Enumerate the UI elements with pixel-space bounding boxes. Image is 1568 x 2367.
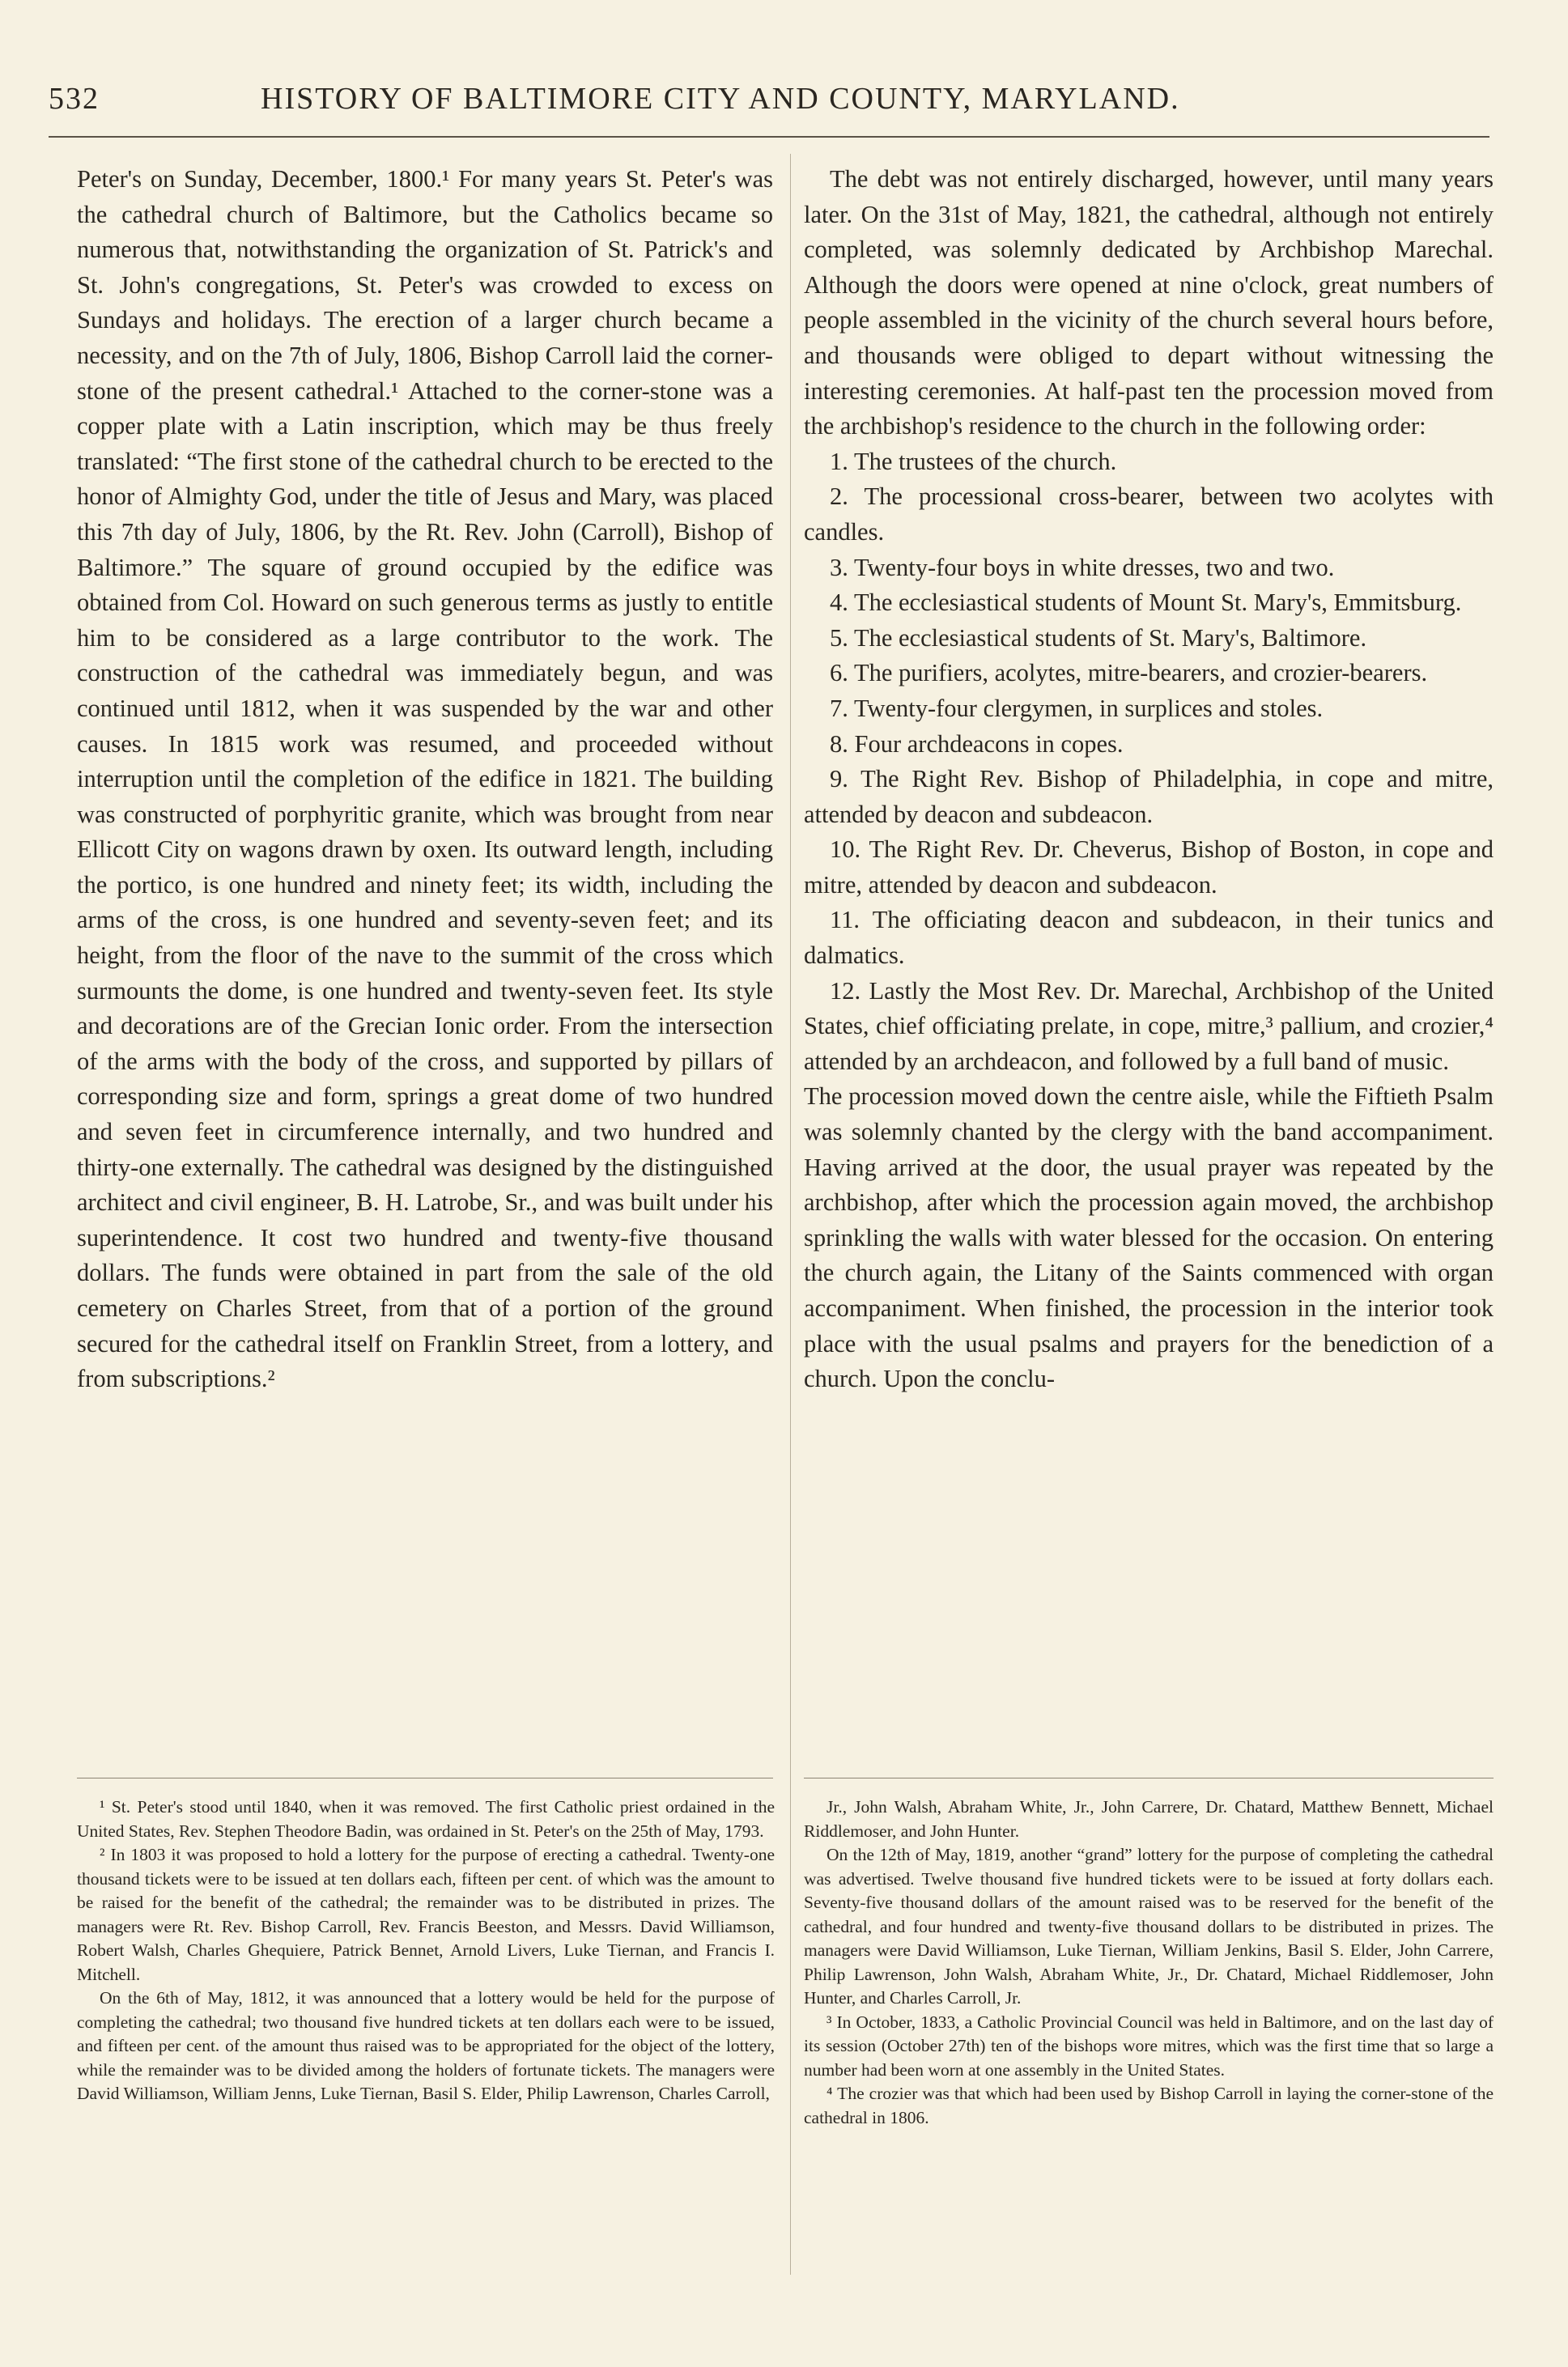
- page-header: [49, 81, 1328, 130]
- running-title: HISTORY OF BALTIMORE CITY AND COUNTY, MARYLAND.: [261, 82, 1180, 116]
- list-item: 9. The Right Rev. Bishop of Philadelphia, in cope and mitre, attended by deacon and subdeacon.: [804, 765, 1494, 828]
- list-item: 5. The ecclesiastical students of St. Mary's, Baltimore.: [830, 623, 1367, 652]
- page-number: 532: [49, 82, 100, 116]
- left-paragraph-1: Peter's on Sunday, December, 1800.¹ For many years St. Peter's was the cathedral church of Baltimore, but the Catholics became so numerous that, notwithstanding the organization of St. Patrick's and St. John's congregations, St. Peter's was crowded to excess on Sundays and holidays. The erection of a larger church became a necessity, and on the 7th of July, 1806, Bishop Carroll laid the corner-stone of the present cathedral.¹ Attached to the corner-stone was a copper plate with a Latin inscription, which may be thus freely translated: “The first stone of the cathedral church to be erected to the honor of Almighty God, under the title of Jesus and Mary, was placed this 7th day of July, 1806, by the Rt. Rev. John (Carroll), Bishop of Baltimore.” The square of ground occupied by the edifice was obtained from Col. Howard on such generous terms as justly to entitle him to be considered as a large contributor to the work. The construction of the cathedral was immediately begun, and was continued until 1812, when it was suspended by the war and other causes. In 1815 work was resumed, and proceeded without interruption until the completion of the edifice in 1821. The building was constructed of porphyritic granite, which was brought from near Ellicott City on wagons drawn by oxen. Its outward length, including the portico, is one hundred and ninety feet; its width, including the arms of the cross, is one hundred and seventy-seven feet; and its height, from the floor of the nave to the summit of the cross which surmounts the dome, is one hundred and twenty-seven feet. Its style and decorations are of the Grecian Ionic order. From the intersection of the arms with the body of the cross, and supported by pillars of corresponding size and form, springs a great dome of two hundred and seven feet in circumference internally, and two hundred and thirty-one externally. The cathedral was designed by the distinguished architect and civil engineer, B. H. Latrobe, Sr., and was built under his superintendence. It cost two hundred and twenty-five thousand dollars. The funds were obtained in part from the sale of the old cemetery on Charles Street, from that of a portion of the ground secured for the cathedral itself on Franklin Street, from a lottery, and from subscriptions.²: [77, 165, 773, 1393]
- footnote: On the 12th of May, 1819, another “grand” lottery for the purpose of completing the cathedral was advertised. Twelve thousand five hundred tickets were to be issued at forty dollars each. Seventy-five thousand dollars of the amount raised was to be reserved for the benefit of the cathedral, and four hundred and twenty-five thousand dollars to be distributed in prizes. The managers were David Williamson, Luke Tiernan, William Jenkins, Basil S. Elder, John Carrere, Philip Lawrenson, John Walsh, Abraham White, Jr., Dr. Chatard, Michael Riddlemoser, John Hunter, and Charles Carroll, Jr.: [804, 1845, 1494, 2008]
- list-item: 6. The purifiers, acolytes, mitre-bearers, and crozier-bearers.: [830, 659, 1428, 687]
- footnote: ² In 1803 it was proposed to hold a lottery for the purpose of erecting a cathedral. Twenty-one thousand tickets were to be issued at ten dollars each, fifteen per cent. of which was the amount to be raised for the benefit of the cathedral; the remainder was to be distributed in prizes. The managers were Rt. Rev. Bishop Carroll, Rev. Francis Beeston, and Messrs. David Williamson, Robert Walsh, Charles Ghequiere, Patrick Bennet, Arnold Livers, Luke Tiernan, and Francis I. Mitchell.: [77, 1845, 775, 1984]
- list-item: 7. Twenty-four clergymen, in surplices and stoles.: [830, 694, 1324, 722]
- footnotes-left: [77, 1795, 775, 2106]
- footnote: ⁴ The crozier was that which had been used by Bishop Carroll in laying the corner-stone of the cathedral in 1806.: [804, 2084, 1494, 2127]
- procession-list: [804, 444, 1494, 1080]
- footnote: ¹ St. Peter's stood until 1840, when it was removed. The first Catholic priest ordained in the United States, Rev. Stephen Theodore Badin, was ordained in St. Peter's on the 25th of May, 1793.: [77, 1797, 775, 1841]
- list-item: 12. Lastly the Most Rev. Dr. Marechal, Archbishop of the United States, chief officiating prelate, in cope, mitre,³ pallium, and crozier,⁴ attended by an archdeacon, and followed by a full band of music.: [804, 976, 1494, 1075]
- column-divider: [790, 154, 791, 2275]
- list-item: 3. Twenty-four boys in white dresses, two and two.: [830, 553, 1335, 581]
- right-paragraph-2: The procession moved down the centre aisle, while the Fiftieth Psalm was solemnly chanted by the clergy with the band accompaniment. Having arrived at the door, the usual prayer was repeated by the archbishop, after which the procession again moved, the archbishop sprinkling the walls with water blessed for the occasion. On entering the church again, the Litany of the Saints commenced with organ accompaniment. When finished, the procession in the interior took place with the usual psalms and prayers for the benediction of a church. Upon the conclu-: [804, 1082, 1494, 1393]
- footnote: On the 6th of May, 1812, it was announced that a lottery would be held for the purpose of completing the cathedral; two thousand five hundred tickets at ten dollars each were to be issued, and fifteen per cent. of the amount thus raised was to be appropriated for the object of the lottery, while the remainder was to be divided among the holders of fortunate tickets. The managers were David Williamson, William Jenns, Luke Tiernan, Basil S. Elder, Philip Lawrenson, Charles Carroll,: [77, 1988, 775, 2103]
- right-paragraph-1: The debt was not entirely discharged, however, until many years later. On the 31st of May, 1821, the cathedral, although not entirely completed, was solemnly dedicated by Archbishop Marechal. Although the doors were opened at nine o'clock, great numbers of people assembled in the vicinity of the church several hours before, and thousands were obliged to depart without witnessing the interesting ceremonies. At half-past ten the procession moved from the archbishop's residence to the church in the following order:: [804, 165, 1494, 440]
- footnotes-right: [804, 1795, 1494, 2130]
- list-item: 10. The Right Rev. Dr. Cheverus, Bishop of Boston, in cope and mitre, attended by deacon and subdeacon.: [804, 835, 1494, 899]
- left-column: [77, 162, 773, 1397]
- footnote: Jr., John Walsh, Abraham White, Jr., John Carrere, Dr. Chatard, Matthew Bennett, Michael Riddlemoser, and John Hunter.: [804, 1797, 1494, 1841]
- list-item: 8. Four archdeacons in copes.: [830, 729, 1124, 758]
- list-item: 2. The processional cross-bearer, between two acolytes with candles.: [804, 482, 1494, 546]
- right-column: [804, 162, 1494, 1397]
- footnote: ³ In October, 1833, a Catholic Provincial Council was held in Baltimore, and on the last day of its session (October 27th) ten of the bishops wore mitres, which was the first time that so large a number had been worn at one assembly in the United States.: [804, 2012, 1494, 2080]
- list-item: 1. The trustees of the church.: [830, 447, 1117, 475]
- list-item: 4. The ecclesiastical students of Mount St. Mary's, Emmitsburg.: [830, 589, 1462, 617]
- list-item: 11. The officiating deacon and subdeacon, in their tunics and dalmatics.: [804, 906, 1494, 970]
- header-rule: [49, 136, 1489, 138]
